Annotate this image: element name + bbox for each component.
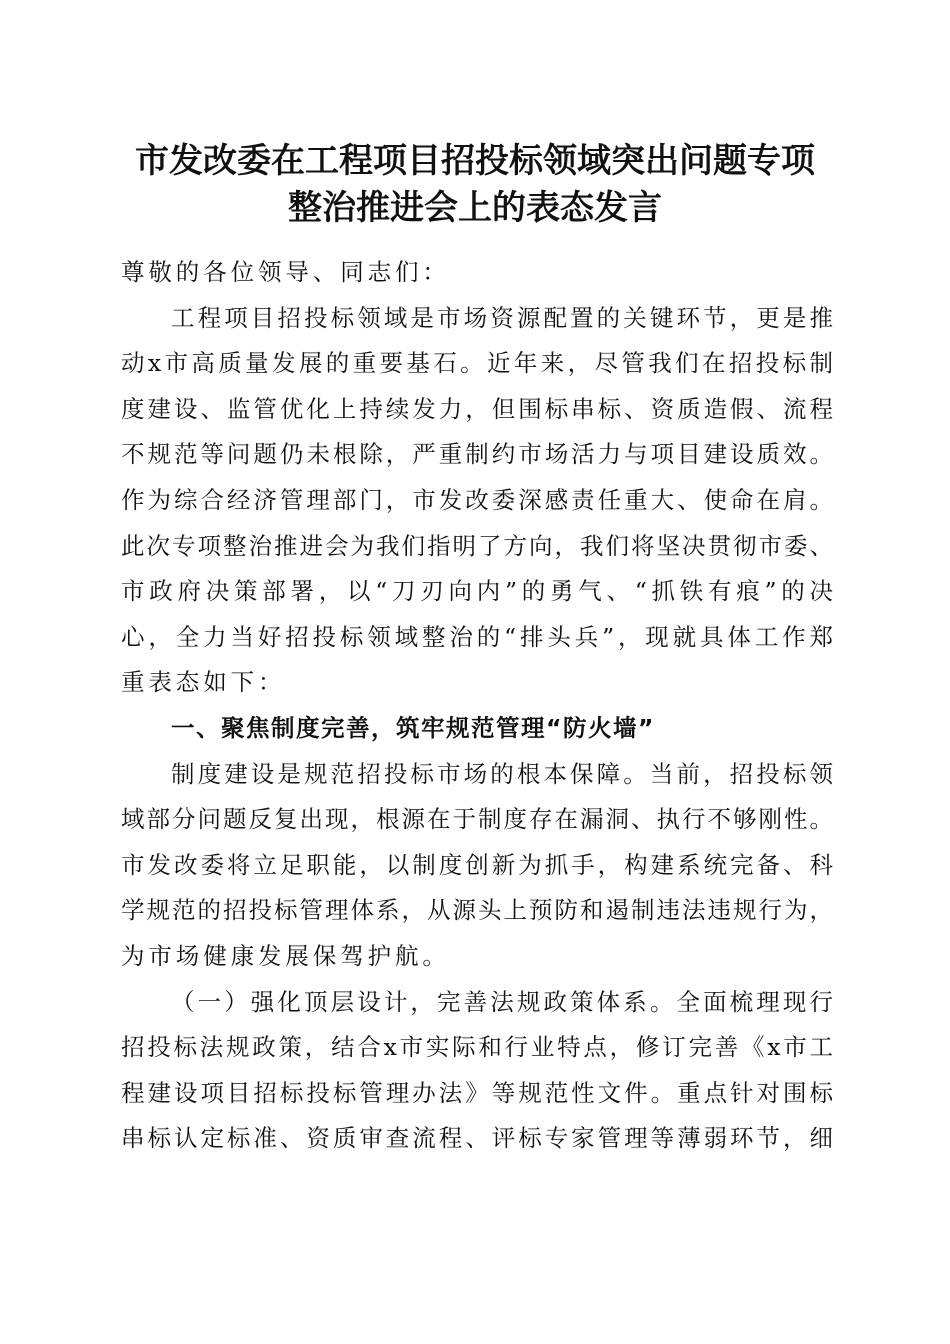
text-line: 心，全力当好招投标领域整治的“排头兵”，现就具体工作郑 bbox=[121, 622, 833, 651]
text-line: 学规范的招投标管理体系，从源头上预防和遏制违法违规行为， bbox=[121, 896, 833, 925]
paragraph-introduction bbox=[121, 296, 833, 706]
text-line: 重表态如下： bbox=[121, 668, 286, 697]
text-line: 市发改委将立足职能，以制度创新为抓手，构建系统完备、科 bbox=[121, 850, 833, 879]
text-line: 市政府决策部署，以“刀刃向内”的勇气、“抓铁有痕”的决 bbox=[121, 577, 833, 606]
text-line: 域部分问题反复出现，根源在于制度存在漏洞、执行不够刚性。 bbox=[121, 805, 833, 834]
text-line: 程建设项目招标投标管理办法》等规范性文件。重点针对围标 bbox=[121, 1078, 833, 1107]
text-line: 作为综合经济管理部门，市发改委深感责任重大、使命在肩。 bbox=[121, 485, 833, 514]
document-title-line-1: 市发改委在工程项目招投标领域突出问题专项 bbox=[135, 141, 815, 181]
text-line: 度建设、监管优化上持续发力，但围标串标、资质造假、流程 bbox=[121, 394, 833, 423]
document-body bbox=[121, 250, 833, 1162]
text-line: 串标认定标准、资质审查流程、评标专家管理等薄弱环节，细 bbox=[121, 1124, 833, 1153]
section-heading-1: 一、聚焦制度完善，筑牢规范管理“防火墙” bbox=[171, 713, 655, 742]
text-line: （一）强化顶层设计，完善法规政策体系。全面梳理现行 bbox=[171, 987, 833, 1016]
text-line: 招投标法规政策，结合x市实际和行业特点，修订完善《x市工 bbox=[121, 1033, 833, 1062]
salutation: 尊敬的各位领导、同志们： bbox=[121, 258, 450, 286]
text-line: 制度建设是规范招投标市场的根本保障。当前，招投标领 bbox=[171, 759, 833, 788]
paragraph-subsection-1 bbox=[121, 980, 833, 1162]
text-line: 为市场健康发展保驾护航。 bbox=[121, 941, 450, 970]
text-line: 不规范等问题仍未根除，严重制约市场活力与项目建设质效。 bbox=[121, 440, 833, 469]
text-line: 动x市高质量发展的重要基石。近年来，尽管我们在招投标制 bbox=[121, 349, 833, 378]
document-title-line-2: 整治推进会上的表态发言 bbox=[288, 188, 662, 228]
text-line: 此次专项整治推进会为我们指明了方向，我们将坚决贯彻市委、 bbox=[121, 531, 833, 560]
text-line: 工程项目招投标领域是市场资源配置的关键环节，更是推 bbox=[171, 303, 833, 332]
paragraph-section-1 bbox=[121, 752, 833, 980]
